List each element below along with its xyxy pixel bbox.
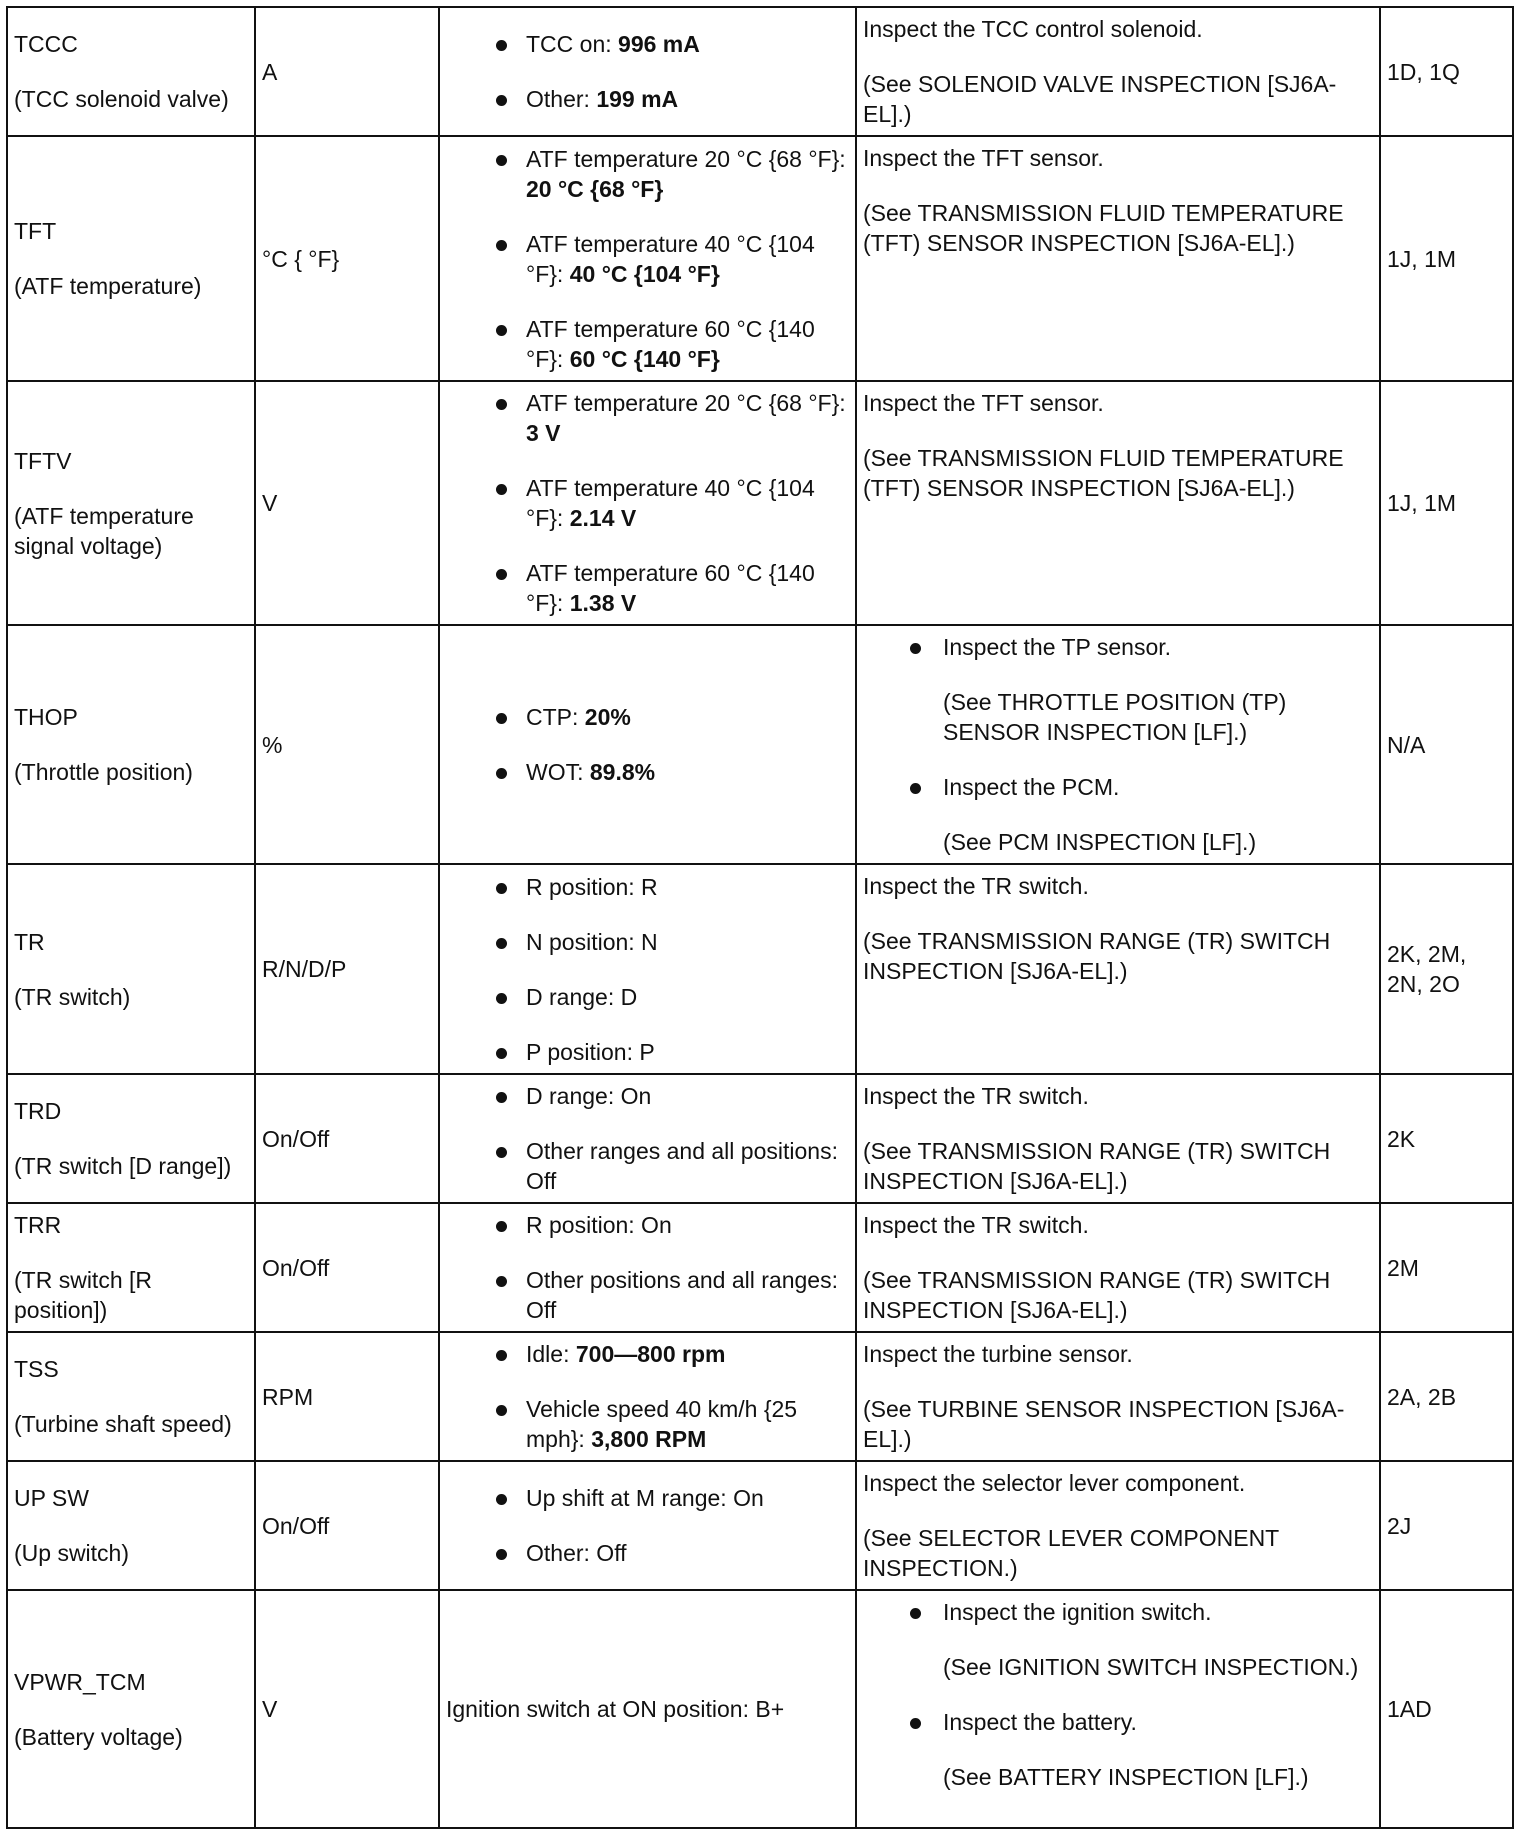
pid-description: (Turbine shaft speed): [14, 1411, 232, 1437]
unit-cell: [255, 7, 439, 136]
condition-text: Ignition switch at ON position: B+: [446, 1696, 785, 1722]
action-text: Inspect the selector lever component.: [863, 1470, 1246, 1496]
action-text: Inspect the TR switch.: [863, 1212, 1089, 1238]
terminal-value: 2M: [1387, 1254, 1419, 1281]
pid-cell: [7, 381, 255, 625]
action-cell: [856, 1074, 1380, 1203]
condition-item: [446, 1339, 849, 1369]
condition-label: Idle:: [526, 1341, 576, 1367]
pid-cell: [7, 625, 255, 864]
unit-cell: [255, 1332, 439, 1461]
condition-item: [446, 84, 849, 114]
action-reference: (See TRANSMISSION FLUID TEMPERATURE (TFT) SENSOR INSPECTION [SJ6A-EL].): [863, 200, 1344, 256]
table-row: [7, 1590, 1513, 1828]
terminal-value: 1J, 1M: [1387, 490, 1457, 516]
action-cell: [856, 1461, 1380, 1590]
action-reference: (See TRANSMISSION FLUID TEMPERATURE (TFT) SENSOR INSPECTION [SJ6A-EL].): [863, 445, 1344, 501]
condition-list: [446, 29, 849, 114]
condition-label: WOT:: [526, 759, 590, 785]
terminal-cell: [1380, 1203, 1513, 1332]
condition-value: 996 mA: [618, 31, 700, 57]
condition-item: [446, 473, 849, 533]
action-item: [863, 1707, 1373, 1792]
condition-label: CTP:: [526, 704, 585, 730]
pid-description: (Throttle position): [14, 759, 193, 785]
condition-item: [446, 1538, 849, 1568]
condition-item: [446, 229, 849, 289]
pid-cell: [7, 1461, 255, 1590]
terminal-value: 2K, 2M, 2N, 2O: [1387, 941, 1467, 997]
action-text: Inspect the TP sensor.: [943, 634, 1172, 660]
pid-cell: [7, 1590, 255, 1828]
pid-description: (TR switch): [14, 983, 131, 1010]
action-reference: (See TRANSMISSION RANGE (TR) SWITCH INSPECTION [SJ6A-EL].): [863, 1267, 1331, 1323]
condition-label: Up shift at M range: On: [526, 1485, 764, 1511]
action-text: Inspect the TCC control solenoid.: [863, 16, 1203, 42]
terminal-cell: [1380, 1461, 1513, 1590]
terminal-cell: [1380, 1074, 1513, 1203]
pid-name: TR: [14, 928, 45, 955]
action-cell: [856, 136, 1380, 381]
unit-value: A: [262, 58, 278, 85]
pid-description: (TR switch [R position]): [14, 1267, 152, 1323]
action-item: [863, 1597, 1373, 1682]
pid-name: TRD: [14, 1098, 62, 1124]
condition-item: [446, 1265, 849, 1325]
condition-item: [446, 388, 849, 448]
action-text: Inspect the battery.: [943, 1709, 1137, 1735]
action-item: [863, 772, 1373, 857]
terminal-value: N/A: [1387, 731, 1426, 758]
pid-name: TSS: [14, 1356, 59, 1382]
condition-label: R position: On: [526, 1212, 672, 1238]
terminal-value: 1D, 1Q: [1387, 58, 1460, 85]
terminal-cell: [1380, 1590, 1513, 1828]
condition-list: [446, 872, 849, 1067]
condition-value: 40 °C {104 °F}: [569, 260, 720, 287]
unit-cell: [255, 1590, 439, 1828]
condition-cell: [439, 1203, 856, 1332]
action-text: Inspect the TR switch.: [863, 1083, 1089, 1109]
action-item: [863, 632, 1373, 747]
terminal-cell: [1380, 625, 1513, 864]
condition-value: 199 mA: [596, 86, 679, 112]
condition-label: R position: R: [526, 873, 658, 900]
condition-cell: [439, 625, 856, 864]
action-cell: [856, 625, 1380, 864]
condition-label: Other: Off: [526, 1540, 627, 1566]
terminal-value: 2K: [1387, 1125, 1416, 1152]
pid-description: (TCC solenoid valve): [14, 86, 229, 112]
action-list: [863, 1597, 1373, 1792]
unit-value: °C { °F}: [262, 245, 340, 272]
terminal-cell: [1380, 1332, 1513, 1461]
condition-list: [446, 144, 849, 374]
terminal-value: 2J: [1387, 1512, 1412, 1539]
terminal-cell: [1380, 7, 1513, 136]
pid-cell: [7, 1332, 255, 1461]
pid-cell: [7, 136, 255, 381]
condition-item: [446, 927, 849, 957]
action-text: Inspect the TR switch.: [863, 873, 1089, 899]
unit-value: On/Off: [262, 1512, 330, 1539]
condition-list: [446, 702, 849, 787]
condition-cell: [439, 381, 856, 625]
condition-item: [446, 757, 849, 787]
condition-cell: [439, 136, 856, 381]
pid-description: (Battery voltage): [14, 1723, 183, 1750]
condition-label: N position: N: [526, 928, 658, 955]
pid-name: TFT: [14, 218, 57, 244]
pid-name: TCCC: [14, 31, 78, 57]
condition-item: [446, 872, 849, 902]
table-row: [7, 1332, 1513, 1461]
condition-label: ATF temperature 40 °C {104 °F}:: [526, 475, 815, 531]
action-reference: (See PCM INSPECTION [LF].): [943, 829, 1257, 855]
unit-cell: [255, 136, 439, 381]
condition-item: [446, 1394, 849, 1454]
condition-item: [446, 144, 849, 204]
unit-value: V: [262, 1696, 278, 1722]
action-reference: (See BATTERY INSPECTION [LF].): [943, 1764, 1309, 1790]
condition-value: 89.8%: [589, 759, 656, 785]
condition-label: Vehicle speed 40 km/h {25 mph}:: [526, 1396, 798, 1452]
condition-item: [446, 1081, 849, 1111]
condition-cell: [439, 1332, 856, 1461]
unit-cell: [255, 625, 439, 864]
pid-cell: [7, 1203, 255, 1332]
pid-table: [6, 6, 1514, 1829]
condition-item: [446, 558, 849, 618]
action-list: [863, 632, 1373, 857]
action-cell: [856, 7, 1380, 136]
condition-item: [446, 1210, 849, 1240]
action-text: Inspect the TFT sensor.: [863, 145, 1104, 171]
condition-list: [446, 1081, 849, 1196]
terminal-cell: [1380, 381, 1513, 625]
action-reference: (See IGNITION SWITCH INSPECTION.): [943, 1654, 1359, 1680]
unit-cell: [255, 381, 439, 625]
condition-list: [446, 1210, 849, 1325]
table-row: [7, 381, 1513, 625]
condition-label: P position: P: [526, 1038, 655, 1065]
table-row: [7, 625, 1513, 864]
condition-cell: [439, 1590, 856, 1828]
unit-cell: [255, 864, 439, 1074]
condition-cell: [439, 7, 856, 136]
pid-name: TFTV: [14, 447, 72, 474]
condition-label: D range: On: [526, 1083, 652, 1109]
condition-cell: [439, 1074, 856, 1203]
condition-item: [446, 29, 849, 59]
terminal-cell: [1380, 136, 1513, 381]
condition-label: Other:: [526, 86, 597, 112]
action-reference: (See TRANSMISSION RANGE (TR) SWITCH INSPECTION [SJ6A-EL].): [863, 1138, 1331, 1194]
pid-name: THOP: [14, 704, 78, 730]
condition-value: 20%: [584, 704, 631, 730]
table-row: [7, 1203, 1513, 1332]
pid-name: UP SW: [14, 1485, 89, 1511]
condition-value: 3 V: [526, 420, 561, 446]
pid-description: (Up switch): [14, 1540, 130, 1566]
terminal-value: 1J, 1M: [1387, 245, 1457, 272]
unit-cell: [255, 1461, 439, 1590]
pid-cell: [7, 864, 255, 1074]
unit-value: RPM: [262, 1383, 314, 1410]
condition-item: [446, 314, 849, 374]
condition-value: 3,800 RPM: [591, 1426, 707, 1452]
condition-item: [446, 1483, 849, 1513]
condition-label: Other positions and all ranges: Off: [526, 1267, 838, 1323]
terminal-value: 1AD: [1387, 1696, 1432, 1722]
pid-description: (TR switch [D range]): [14, 1153, 232, 1179]
condition-item: [446, 1136, 849, 1196]
pid-cell: [7, 1074, 255, 1203]
pid-description: (ATF temperature): [14, 273, 202, 299]
pid-name: VPWR_TCM: [14, 1668, 146, 1695]
action-cell: [856, 864, 1380, 1074]
pid-description: (ATF temperature signal voltage): [14, 502, 194, 559]
condition-label: Other ranges and all positions: Off: [526, 1138, 838, 1194]
condition-item: [446, 982, 849, 1012]
condition-label: ATF temperature 20 °C {68 °F}:: [526, 390, 846, 416]
action-text: Inspect the PCM.: [943, 774, 1120, 800]
action-cell: [856, 1590, 1380, 1828]
condition-item: [446, 1037, 849, 1067]
condition-label: ATF temperature 20 °C {68 °F}:: [526, 145, 846, 172]
table-row: [7, 1074, 1513, 1203]
condition-label: ATF temperature 60 °C {140 °F}:: [526, 560, 815, 616]
pid-table-body: [7, 7, 1513, 1828]
action-cell: [856, 1332, 1380, 1461]
unit-cell: [255, 1074, 439, 1203]
unit-value: R/N/D/P: [262, 956, 347, 982]
condition-label: ATF temperature 40 °C {104 °F}:: [526, 230, 815, 287]
table-row: [7, 864, 1513, 1074]
action-reference: (See TURBINE SENSOR INSPECTION [SJ6A-EL].): [863, 1396, 1345, 1452]
condition-value: 1.38 V: [569, 590, 637, 616]
condition-value: 700—800 rpm: [575, 1341, 726, 1367]
action-text: Inspect the ignition switch.: [943, 1599, 1212, 1625]
action-cell: [856, 381, 1380, 625]
condition-label: ATF temperature 60 °C {140 °F}:: [526, 315, 815, 372]
action-cell: [856, 1203, 1380, 1332]
condition-label: TCC on:: [526, 31, 619, 57]
condition-item: [446, 702, 849, 732]
action-reference: (See SELECTOR LEVER COMPONENT INSPECTION.): [863, 1525, 1279, 1581]
action-text: Inspect the TFT sensor.: [863, 390, 1104, 416]
condition-list: [446, 1483, 849, 1568]
condition-cell: [439, 1461, 856, 1590]
action-reference: (See TRANSMISSION RANGE (TR) SWITCH INSPECTION [SJ6A-EL].): [863, 928, 1331, 984]
action-text: Inspect the turbine sensor.: [863, 1341, 1133, 1367]
condition-list: [446, 388, 849, 618]
pid-name: TRR: [14, 1212, 62, 1238]
condition-cell: [439, 864, 856, 1074]
unit-value: On/Off: [262, 1125, 330, 1152]
condition-value: 2.14 V: [569, 505, 637, 531]
unit-value: %: [262, 731, 283, 758]
condition-label: D range: D: [526, 983, 638, 1010]
action-reference: (See THROTTLE POSITION (TP) SENSOR INSPECTION [LF].): [943, 689, 1287, 745]
table-row: [7, 7, 1513, 136]
condition-value: 20 °C {68 °F}: [526, 175, 664, 202]
pid-cell: [7, 7, 255, 136]
condition-value: 60 °C {140 °F}: [569, 345, 720, 372]
unit-value: V: [262, 490, 278, 516]
condition-list: [446, 1339, 849, 1454]
terminal-cell: [1380, 864, 1513, 1074]
terminal-value: 2A, 2B: [1387, 1383, 1457, 1410]
unit-value: On/Off: [262, 1254, 330, 1281]
unit-cell: [255, 1203, 439, 1332]
table-row: [7, 136, 1513, 381]
action-reference: (See SOLENOID VALVE INSPECTION [SJ6A-EL].): [863, 71, 1337, 127]
table-row: [7, 1461, 1513, 1590]
